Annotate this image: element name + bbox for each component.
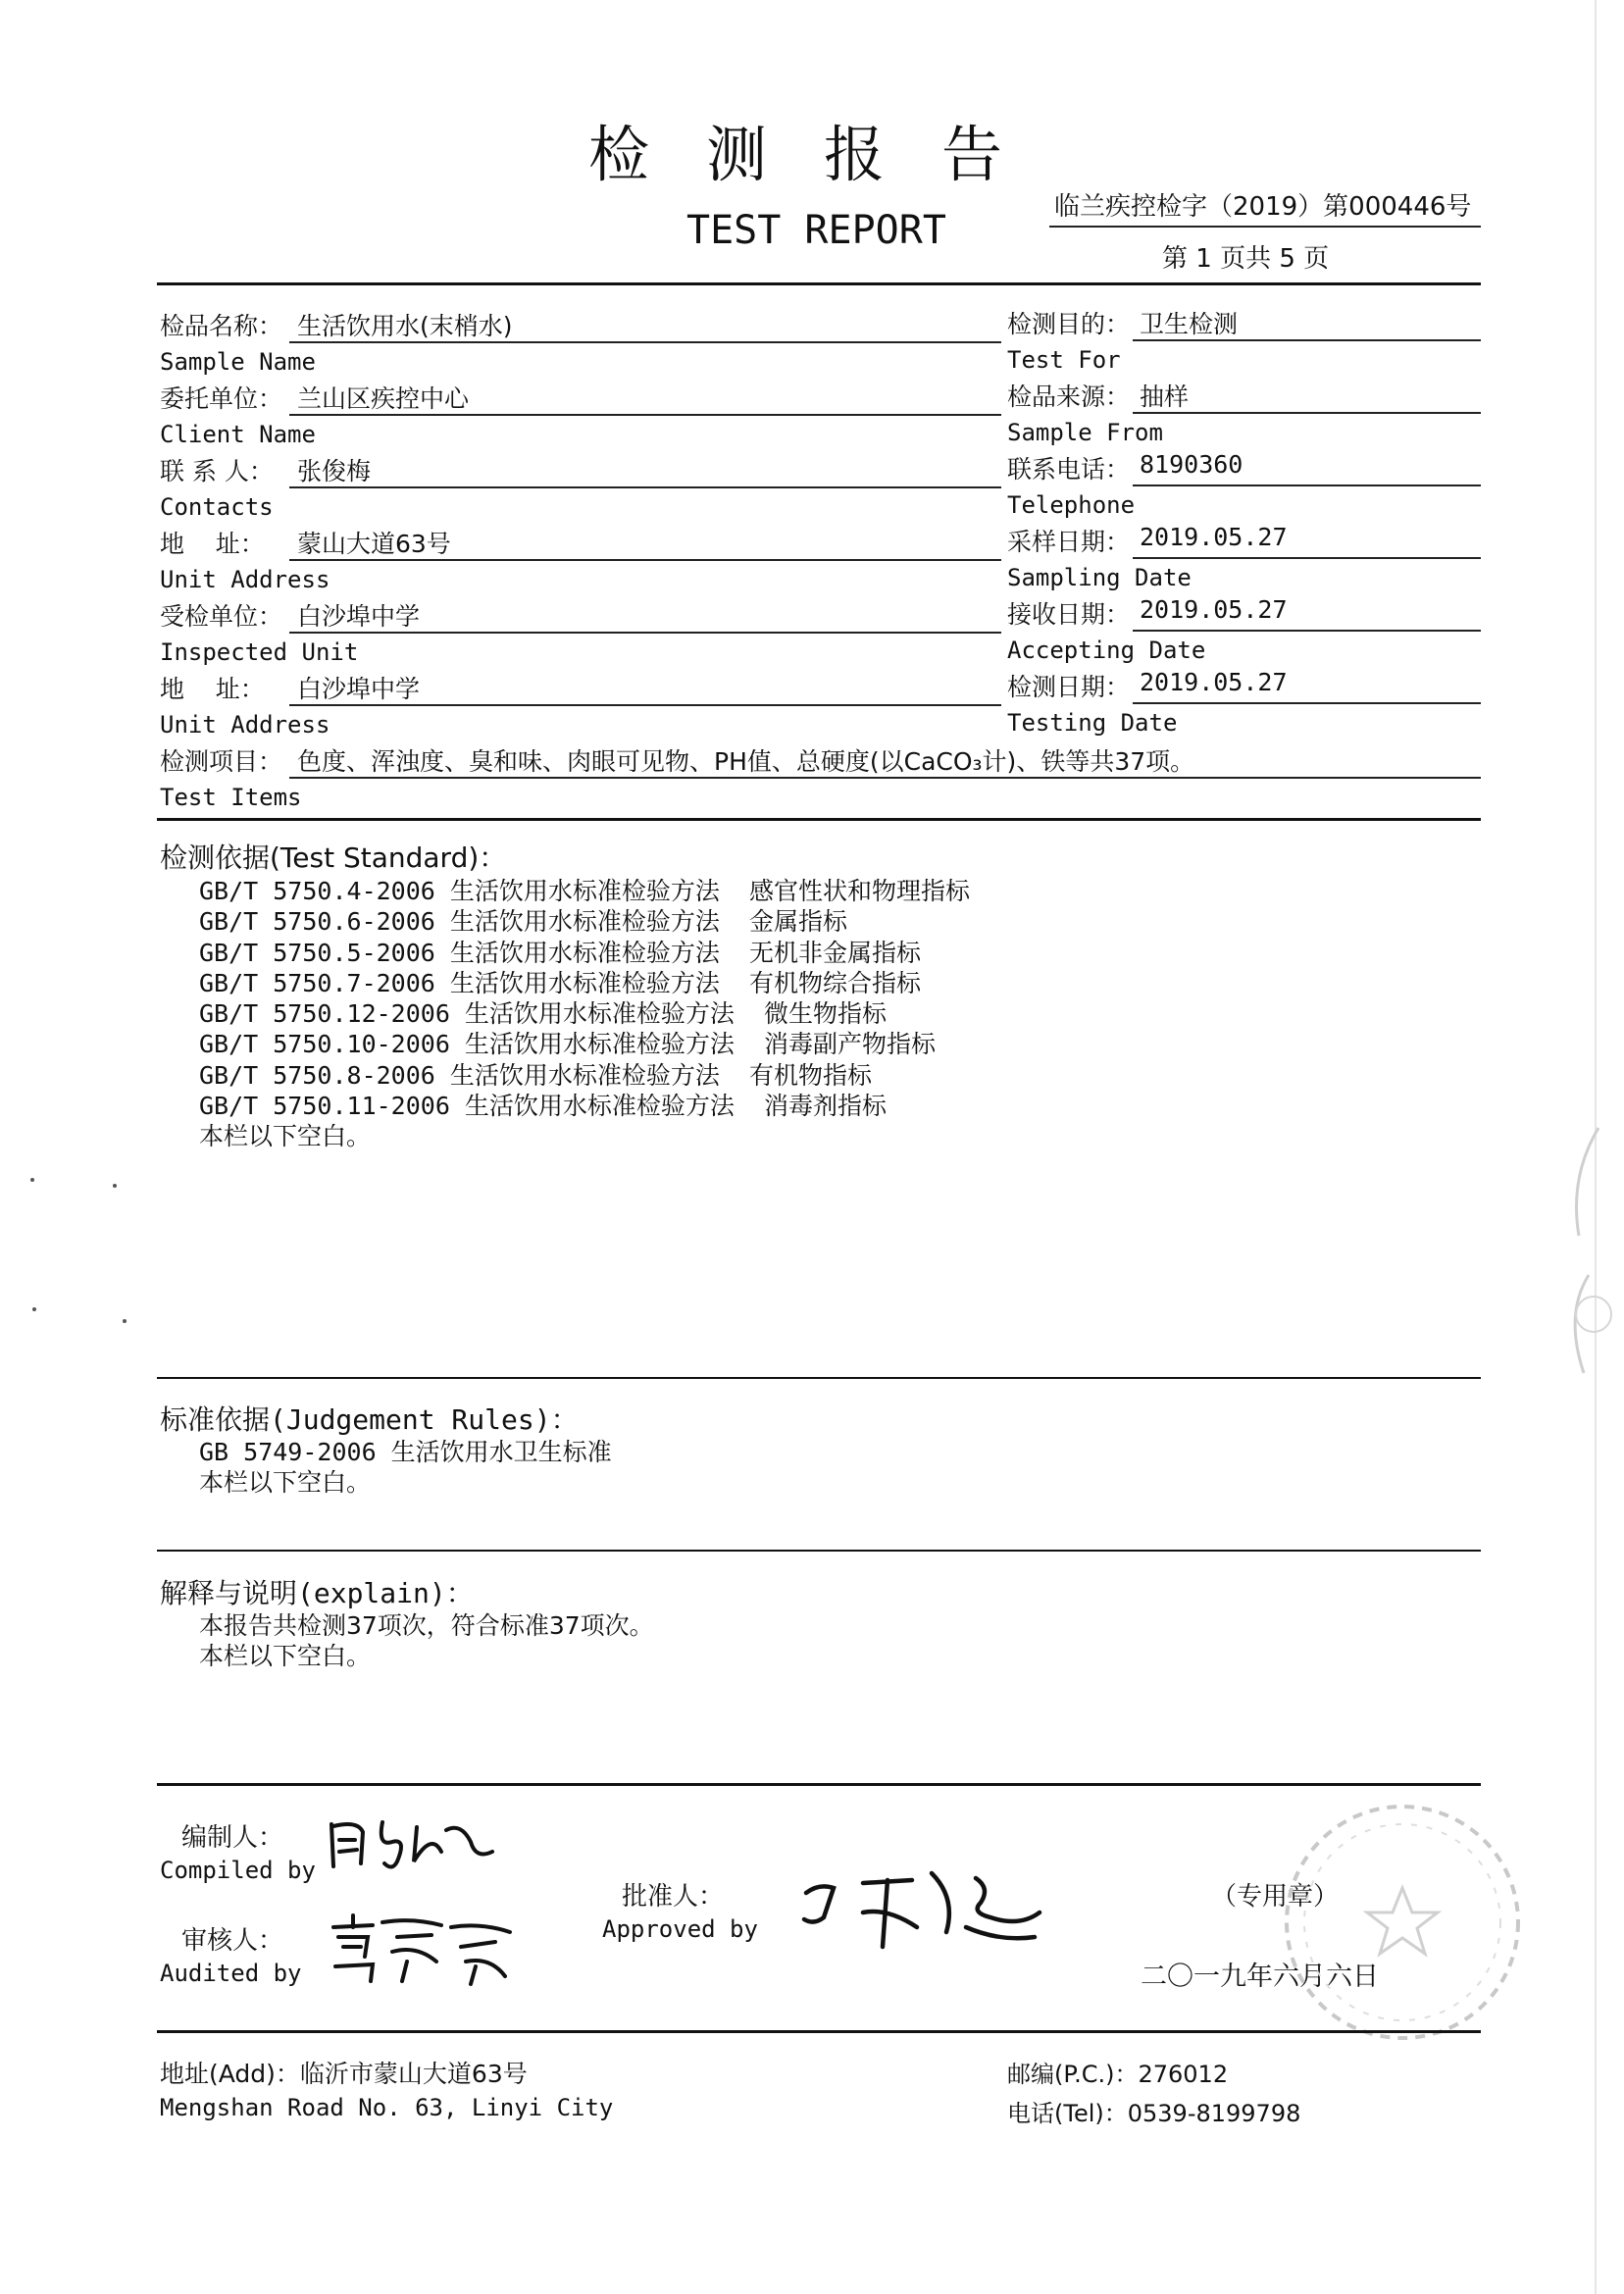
field-value: 色度、浑浊度、臭和味、肉眼可见物、PH值、总硬度(以CaCO₃计)、铁等共37项。 — [297, 747, 1195, 776]
field-test-for — [1007, 305, 1481, 378]
explain-list — [199, 1610, 654, 1672]
footer-top-rule — [157, 2030, 1481, 2033]
field-client-name — [160, 380, 1001, 452]
fields-bottom-rule — [157, 818, 1481, 821]
report-title-en: TEST REPORT — [686, 208, 946, 253]
field-underline — [289, 559, 1001, 561]
field-underline — [1133, 339, 1481, 341]
field-underline — [289, 632, 1001, 634]
field-label: 检品来源： — [1007, 382, 1131, 411]
field-label-en: Accepting Date — [1007, 637, 1206, 664]
test-standard-title: 检测依据(Test Standard)： — [160, 841, 507, 874]
field-label-en: Test For — [1007, 346, 1121, 374]
field-value: 白沙埠中学 — [297, 675, 421, 703]
report-date: 二〇一九年六月六日 — [1141, 1962, 1379, 1992]
field-underline — [1133, 702, 1481, 704]
report-number: 临兰疾控检字（2019）第000446号 — [1054, 192, 1472, 222]
report-title-cn: 检测报告 — [588, 119, 1060, 190]
field-sampling-date — [1007, 523, 1481, 595]
field-value: 蒙山大道63号 — [297, 530, 451, 558]
compiled-by-label-en: Compiled by — [160, 1857, 316, 1884]
explain-title: 解释与说明(explain)： — [160, 1577, 474, 1609]
field-label: 联系电话： — [1007, 455, 1131, 484]
field-sample-from — [1007, 378, 1481, 450]
list-item: GB/T 5750.10-2006 生活饮用水标准检验方法 消毒副产物指标 — [199, 1030, 937, 1059]
field-value: 2019.05.27 — [1140, 523, 1288, 551]
field-label-en: Unit Address — [160, 566, 330, 593]
field-label-en: Client Name — [160, 421, 316, 448]
section-rule — [157, 1377, 1481, 1379]
field-contacts — [160, 452, 1001, 525]
list-item: GB/T 5750.4-2006 生活饮用水标准检验方法 感官性状和物理指标 — [199, 877, 970, 905]
field-underline — [289, 704, 1001, 706]
field-label-en: Sampling Date — [1007, 564, 1192, 591]
field-value: 卫生检测 — [1140, 310, 1239, 338]
field-value: 2019.05.27 — [1140, 595, 1288, 624]
field-label: 联 系 人： — [160, 457, 274, 485]
judgement-rules-title: 标准依据(Judgement Rules)： — [160, 1403, 579, 1436]
footer-address-cn: 地址(Add)：临沂市蒙山大道63号 — [160, 2060, 528, 2088]
footer-postcode: 邮编(P.C.)：276012 — [1007, 2061, 1229, 2088]
field-value: 白沙埠中学 — [297, 602, 421, 631]
list-item: GB/T 5750.5-2006 生活饮用水标准检验方法 无机非金属指标 — [199, 938, 921, 967]
approver-signature — [794, 1859, 1049, 1966]
field-label: 检品名称： — [160, 312, 283, 340]
field-value: 兰山区疾控中心 — [297, 384, 470, 413]
field-underline — [1133, 557, 1481, 559]
binding-seal-fragment — [1559, 1118, 1618, 1412]
list-item: GB/T 5750.12-2006 生活饮用水标准检验方法 微生物指标 — [199, 999, 888, 1029]
field-label-en: Sample From — [1007, 419, 1163, 446]
list-item: GB/T 5750.8-2006 生活饮用水标准检验方法 有机物指标 — [199, 1060, 872, 1090]
field-label: 接收日期： — [1007, 600, 1131, 629]
auditor-signature — [324, 1908, 520, 1986]
field-inspected-unit — [160, 597, 1001, 670]
approved-by-label: 批准人： — [622, 1882, 725, 1912]
judgement-rules-list — [199, 1437, 612, 1499]
field-label: 检测项目： — [160, 747, 283, 776]
seal-label: （专用章） — [1211, 1882, 1340, 1912]
field-label: 采样日期： — [1007, 528, 1131, 556]
field-unit-address-inspected — [160, 670, 1001, 742]
list-item: GB/T 5750.7-2006 生活饮用水标准检验方法 有机物综合指标 — [199, 968, 921, 997]
field-underline — [289, 341, 1001, 343]
official-seal — [1265, 1785, 1540, 2060]
page-info: 第 1 页共 5 页 — [1162, 244, 1330, 274]
compiled-by-label: 编制人： — [181, 1823, 284, 1853]
field-label-en: Sample Name — [160, 348, 316, 376]
test-standard-list — [199, 876, 970, 1152]
field-underline — [1133, 412, 1481, 414]
header-rule — [157, 282, 1481, 285]
compiler-signature — [324, 1812, 500, 1881]
field-label: 地 址： — [160, 530, 265, 558]
section-rule — [157, 1550, 1481, 1552]
list-item: GB/T 5750.6-2006 生活饮用水标准检验方法 金属指标 — [199, 907, 847, 937]
field-value: 2019.05.27 — [1140, 668, 1288, 696]
list-item: 本栏以下空白。 — [199, 1642, 372, 1671]
field-unit-address-client — [160, 525, 1001, 597]
list-item: 本栏以下空白。 — [199, 1468, 372, 1498]
field-accepting-date — [1007, 595, 1481, 668]
field-label: 委托单位： — [160, 384, 283, 413]
footer-tel: 电话(Tel)：0539-8199798 — [1007, 2100, 1301, 2127]
field-label: 检测日期： — [1007, 673, 1131, 701]
approved-by-label-en: Approved by — [602, 1915, 758, 1943]
field-value: 抽样 — [1140, 382, 1190, 411]
field-value: 8190360 — [1140, 450, 1243, 479]
audited-by-label: 审核人： — [181, 1926, 284, 1956]
list-item: 本报告共检测37项次，符合标准37项次。 — [199, 1611, 654, 1640]
field-label-en: Inspected Unit — [160, 638, 359, 666]
field-label-en: Test Items — [160, 784, 302, 811]
field-underline — [1133, 630, 1481, 632]
field-label-en: Telephone — [1007, 491, 1136, 519]
field-sample-name — [160, 307, 1001, 380]
field-label: 地 址： — [160, 675, 265, 703]
field-underline — [1133, 484, 1481, 486]
list-item: GB 5749-2006 生活饮用水卫生标准 — [199, 1438, 612, 1466]
field-label-en: Unit Address — [160, 711, 330, 739]
field-testing-date — [1007, 668, 1481, 740]
field-label-en: Contacts — [160, 493, 274, 521]
field-label-en: Testing Date — [1007, 709, 1178, 737]
field-label: 受检单位： — [160, 602, 283, 631]
field-value: 张俊梅 — [297, 457, 372, 485]
field-underline — [289, 414, 1001, 416]
audited-by-label-en: Audited by — [160, 1960, 302, 1987]
report-number-underline — [1049, 226, 1481, 228]
field-test-items — [160, 742, 1481, 815]
field-label: 检测目的： — [1007, 310, 1131, 338]
list-item: GB/T 5750.11-2006 生活饮用水标准检验方法 消毒剂指标 — [199, 1092, 888, 1121]
field-value: 生活饮用水(末梢水) — [297, 312, 513, 340]
footer-address-en: Mengshan Road No. 63, Linyi City — [160, 2094, 614, 2121]
scan-specks — [25, 1172, 132, 1329]
field-underline — [289, 777, 1481, 779]
list-item: 本栏以下空白。 — [199, 1122, 372, 1151]
field-underline — [289, 486, 1001, 488]
field-telephone — [1007, 450, 1481, 523]
